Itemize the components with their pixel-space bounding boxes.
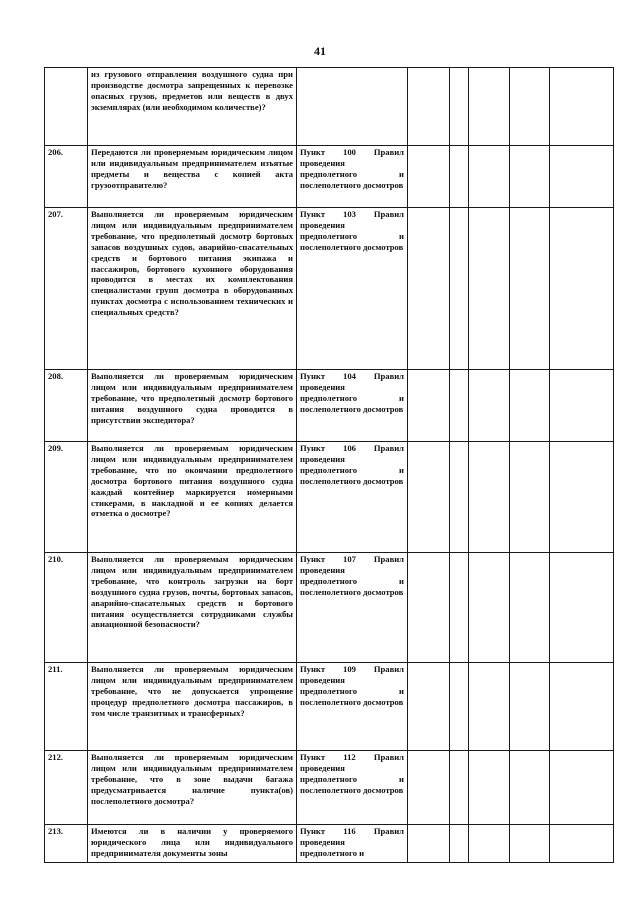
reference-cell: Пункт 109 Правил проведения предполетного и послеполетного досмотров [297, 663, 408, 751]
reference-cell: Пункт 106 Правил проведения предполетного и послеполетного досмотров [297, 442, 408, 553]
answer-no-cell[interactable] [450, 751, 469, 825]
answer-yes-cell[interactable] [408, 442, 450, 553]
answer-na-cell[interactable] [469, 825, 510, 863]
answer-na-cell[interactable] [469, 442, 510, 553]
answer-extra-cell[interactable] [510, 751, 550, 825]
table-row [45, 663, 614, 751]
answer-extra-cell[interactable] [510, 553, 550, 663]
answer-na-cell[interactable] [469, 68, 510, 146]
question-cell: Выполняется ли проверяемым юридическим лицом или индивидуальным предпринимателем требование, что предполетный досмотр бортовых запасов воздушных судов, аварийно-спасательных средств и бортового питания экипажа и пассажиров, бортового кухонного оборудования проводится в местах их комплектования специалистами групп досмотра в оборудованных пунктах досмотра с использованием технических и специальных средств? [88, 208, 297, 370]
comment-cell[interactable] [550, 751, 614, 825]
table-row [45, 825, 614, 863]
question-cell: Передаются ли проверяемым юридическим лицом или индивидуальным предпринимателем изъятые предметы и вещества с копией акта грузоотправителю? [88, 146, 297, 208]
question-cell: Выполняется ли проверяемым юридическим лицом или индивидуальным предпринимателем требование, что не допускается упрощение процедур предполетного досмотра пассажиров, в том числе транзитных и трансферных? [88, 663, 297, 751]
answer-no-cell[interactable] [450, 663, 469, 751]
answer-extra-cell[interactable] [510, 68, 550, 146]
comment-cell[interactable] [550, 370, 614, 442]
table-row [45, 553, 614, 663]
answer-no-cell[interactable] [450, 553, 469, 663]
row-number [45, 68, 88, 146]
answer-extra-cell[interactable] [510, 825, 550, 863]
answer-yes-cell[interactable] [408, 208, 450, 370]
question-cell: Выполняется ли проверяемым юридическим лицом или индивидуальным предпринимателем требование, что контроль загрузки на борт воздушного судна грузов, почты, бортовых запасов, аварийно-спасательных средств и бортового питания осуществляется сотрудниками службы авиационной безопасности? [88, 553, 297, 663]
answer-no-cell[interactable] [450, 825, 469, 863]
answer-extra-cell[interactable] [510, 442, 550, 553]
answer-na-cell[interactable] [469, 751, 510, 825]
answer-extra-cell[interactable] [510, 370, 550, 442]
table-row [45, 370, 614, 442]
row-number: 212. [45, 751, 88, 825]
reference-cell: Пункт 112 Правил проведения предполетного и послеполетного досмотров [297, 751, 408, 825]
table-row [45, 442, 614, 553]
row-number: 206. [45, 146, 88, 208]
row-number: 213. [45, 825, 88, 863]
comment-cell[interactable] [550, 68, 614, 146]
table-row [45, 146, 614, 208]
reference-cell: Пункт 116 Правил проведения предполетного и [297, 825, 408, 863]
answer-no-cell[interactable] [450, 146, 469, 208]
comment-cell[interactable] [550, 553, 614, 663]
question-cell: Выполняется ли проверяемым юридическим лицом или индивидуальным предпринимателем требование, что в зоне выдачи багажа предусматривается наличие пункта(ов) послеполетного досмотра? [88, 751, 297, 825]
page-number: 41 [314, 44, 326, 58]
answer-yes-cell[interactable] [408, 146, 450, 208]
comment-cell[interactable] [550, 208, 614, 370]
comment-cell[interactable] [550, 825, 614, 863]
comment-cell[interactable] [550, 146, 614, 208]
answer-extra-cell[interactable] [510, 208, 550, 370]
answer-yes-cell[interactable] [408, 370, 450, 442]
question-cell: из грузового отправления воздушного судна при производстве досмотра запрещенных к перевозке опасных грузов, предметов или веществ в двух экземплярах (или необходимом количестве)? [88, 68, 297, 146]
answer-yes-cell[interactable] [408, 751, 450, 825]
answer-na-cell[interactable] [469, 146, 510, 208]
answer-yes-cell[interactable] [408, 68, 450, 146]
row-number: 207. [45, 208, 88, 370]
table-row [45, 751, 614, 825]
row-number: 211. [45, 663, 88, 751]
row-number: 208. [45, 370, 88, 442]
table-row [45, 68, 614, 146]
answer-yes-cell[interactable] [408, 663, 450, 751]
answer-no-cell[interactable] [450, 370, 469, 442]
reference-cell: Пункт 103 Правил проведения предполетного и послеполетного досмотров [297, 208, 408, 370]
row-number: 210. [45, 553, 88, 663]
answer-yes-cell[interactable] [408, 553, 450, 663]
question-cell: Имеются ли в наличии у проверяемого юридического лица или индивидуального предпринимателя документы зоны [88, 825, 297, 863]
answer-na-cell[interactable] [469, 663, 510, 751]
answer-na-cell[interactable] [469, 553, 510, 663]
comment-cell[interactable] [550, 442, 614, 553]
table-row [45, 208, 614, 370]
checklist-table [44, 67, 614, 863]
row-number: 209. [45, 442, 88, 553]
answer-no-cell[interactable] [450, 442, 469, 553]
answer-na-cell[interactable] [469, 208, 510, 370]
answer-no-cell[interactable] [450, 68, 469, 146]
reference-cell [297, 68, 408, 146]
question-cell: Выполняется ли проверяемым юридическим лицом или индивидуальным предпринимателем требование, что предполетный досмотр бортового питания воздушного судна проводится в присутствии экспедитора? [88, 370, 297, 442]
question-cell: Выполняется ли проверяемым юридическим лицом или индивидуальным предпринимателем требование, что по окончании предполетного досмотра бортового питания воздушного судна каждый контейнер маркируется номерными стикерами, в накладной и ее копиях делается отметка о досмотре? [88, 442, 297, 553]
answer-na-cell[interactable] [469, 370, 510, 442]
answer-extra-cell[interactable] [510, 663, 550, 751]
reference-cell: Пункт 100 Правил проведения предполетного и послеполетного досмотров [297, 146, 408, 208]
comment-cell[interactable] [550, 663, 614, 751]
answer-extra-cell[interactable] [510, 146, 550, 208]
reference-cell: Пункт 104 Правил проведения предполетного и послеполетного досмотров [297, 370, 408, 442]
answer-no-cell[interactable] [450, 208, 469, 370]
reference-cell: Пункт 107 Правил проведения предполетного и послеполетного досмотров [297, 553, 408, 663]
answer-yes-cell[interactable] [408, 825, 450, 863]
